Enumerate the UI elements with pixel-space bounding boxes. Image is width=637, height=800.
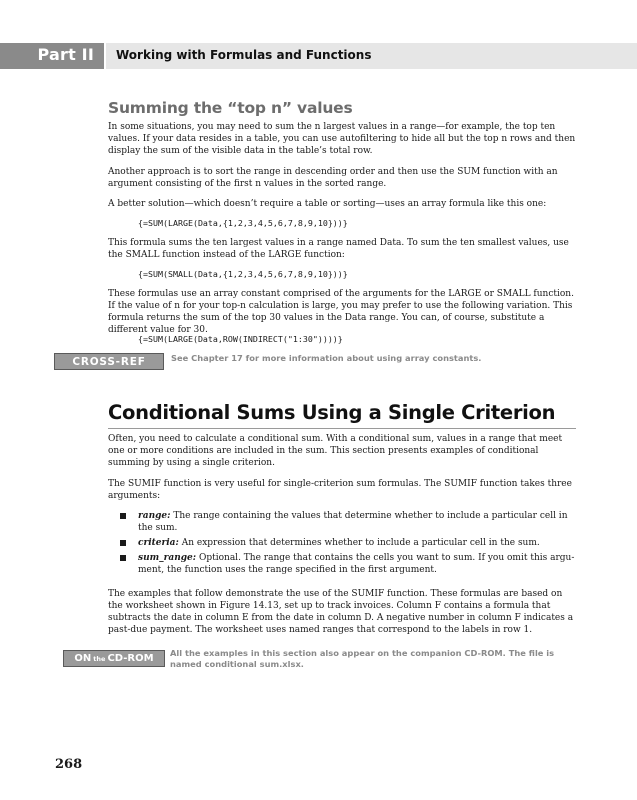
topn-paragraph-5 xyxy=(108,288,578,336)
part-tab xyxy=(0,43,104,69)
topn-p1: In some situations, you may need to sum the n largest values in a range—for example, the top ten values. If your data resides in a table, you can use autofiltering to hide all but the top n rows and then display the sum of the visible data in the table’s total row. xyxy=(108,122,576,156)
page-number: 268 xyxy=(55,757,83,772)
section-heading: Conditional Sums Using a Single Criterion xyxy=(108,401,556,424)
code-block-1 xyxy=(108,217,578,229)
bullet-square-icon xyxy=(120,540,126,546)
list-item xyxy=(108,510,578,534)
topn-subsection xyxy=(108,99,578,117)
list-item xyxy=(108,537,578,549)
section-paragraph-3 xyxy=(108,588,578,636)
on-the-cd-rom-badge xyxy=(63,650,165,667)
part-title: Working with Formulas and Functions xyxy=(116,48,372,62)
code-line-small: {=SUM(SMALL(Data,{1,2,3,4,5,6,7,8,9,10}))} xyxy=(138,269,348,279)
code-block-3 xyxy=(108,333,578,345)
section-p1: Often, you need to calculate a conditional sum. With a conditional sum, values in a range that meet one or more conditions are included in the sum. This section presents examples of conditional summing by using a single criterion. xyxy=(108,434,563,468)
cross-ref-text: See Chapter 17 for more information about using array constants. xyxy=(171,353,482,363)
cd-rom-text: All the examples in this section also appear on the companion CD-ROM. The file is named conditional sum.xlsx. xyxy=(170,648,555,669)
badge-on: ON xyxy=(74,653,92,664)
cross-ref-note xyxy=(171,353,571,364)
bullet-text: Optional. The range that contains the cells you want to sum. If you omit this argu-ment, the function uses the range specified in the first argument. xyxy=(138,553,575,575)
section-rule xyxy=(108,428,578,429)
bullet-term: criteria: xyxy=(138,538,179,548)
section-paragraph-1 xyxy=(108,433,578,469)
bullet-square-icon xyxy=(120,513,126,519)
section-p2: The SUMIF function is very useful for single-criterion sum formulas. The SUMIF function takes three arguments: xyxy=(108,479,572,501)
heading-rule xyxy=(108,428,576,429)
bullet-text: An expression that determines whether to include a particular cell in the sum. xyxy=(181,538,540,548)
code-block-2 xyxy=(108,268,578,280)
running-header xyxy=(0,43,637,69)
topn-p3: A better solution—which doesn’t require a table or sorting—uses an array formula like this one: xyxy=(108,199,547,209)
topn-p2: Another approach is to sort the range in descending order and then use the SUM function with an argument consisting of the first n values in the sorted range. xyxy=(108,167,558,189)
cross-ref-label: CROSS-REF xyxy=(72,355,146,368)
bullet-text: The range containing the values that determine whether to include a particular cell in the sum. xyxy=(138,511,568,533)
chapter-bar xyxy=(106,43,637,69)
topn-paragraph-1 xyxy=(108,121,578,157)
cross-ref-badge xyxy=(54,353,164,370)
list-item xyxy=(108,552,578,576)
code-line-indirect: {=SUM(LARGE(Data,ROW(INDIRECT("1:30"))))} xyxy=(138,334,343,344)
bullet-term: sum_range: xyxy=(138,553,197,563)
topn-p4: This formula sums the ten largest values in a range named Data. To sum the ten smallest values, use the SMALL function instead of the LARGE function: xyxy=(108,238,569,260)
part-label: Part II xyxy=(37,45,94,64)
bullet-square-icon xyxy=(120,555,126,561)
argument-list xyxy=(108,510,578,579)
cd-rom-note xyxy=(170,648,570,670)
badge-cd: CD-ROM xyxy=(107,653,154,664)
section-p3: The examples that follow demonstrate the use of the SUMIF function. These formulas are based on the worksheet shown in Figure 14.13, set up to track invoices. Column F contains a formula that subtracts the date in column E from the date in column D. A negative number in column F indicates a past-due payment. The worksheet uses named ranges that correspond to the labels in row 1. xyxy=(108,589,574,635)
topn-paragraph-3 xyxy=(108,198,578,210)
bullet-term: range: xyxy=(138,511,171,521)
topn-paragraph-4 xyxy=(108,237,578,261)
topn-paragraph-2 xyxy=(108,166,578,190)
topn-p5: These formulas use an array constant comprised of the arguments for the LARGE or SMALL function. If the value of n for your top-n calculation is large, you may prefer to use the following variation. This formula returns the sum of the top 30 values in the Data range. You can, of course, substitute a different value for 30. xyxy=(108,289,574,335)
section-paragraph-2 xyxy=(108,478,578,502)
badge-the: the xyxy=(93,654,106,663)
code-line-large: {=SUM(LARGE(Data,{1,2,3,4,5,6,7,8,9,10}))} xyxy=(138,218,348,228)
section-header xyxy=(108,401,578,424)
subsection-heading: Summing the “top n” values xyxy=(108,99,353,117)
